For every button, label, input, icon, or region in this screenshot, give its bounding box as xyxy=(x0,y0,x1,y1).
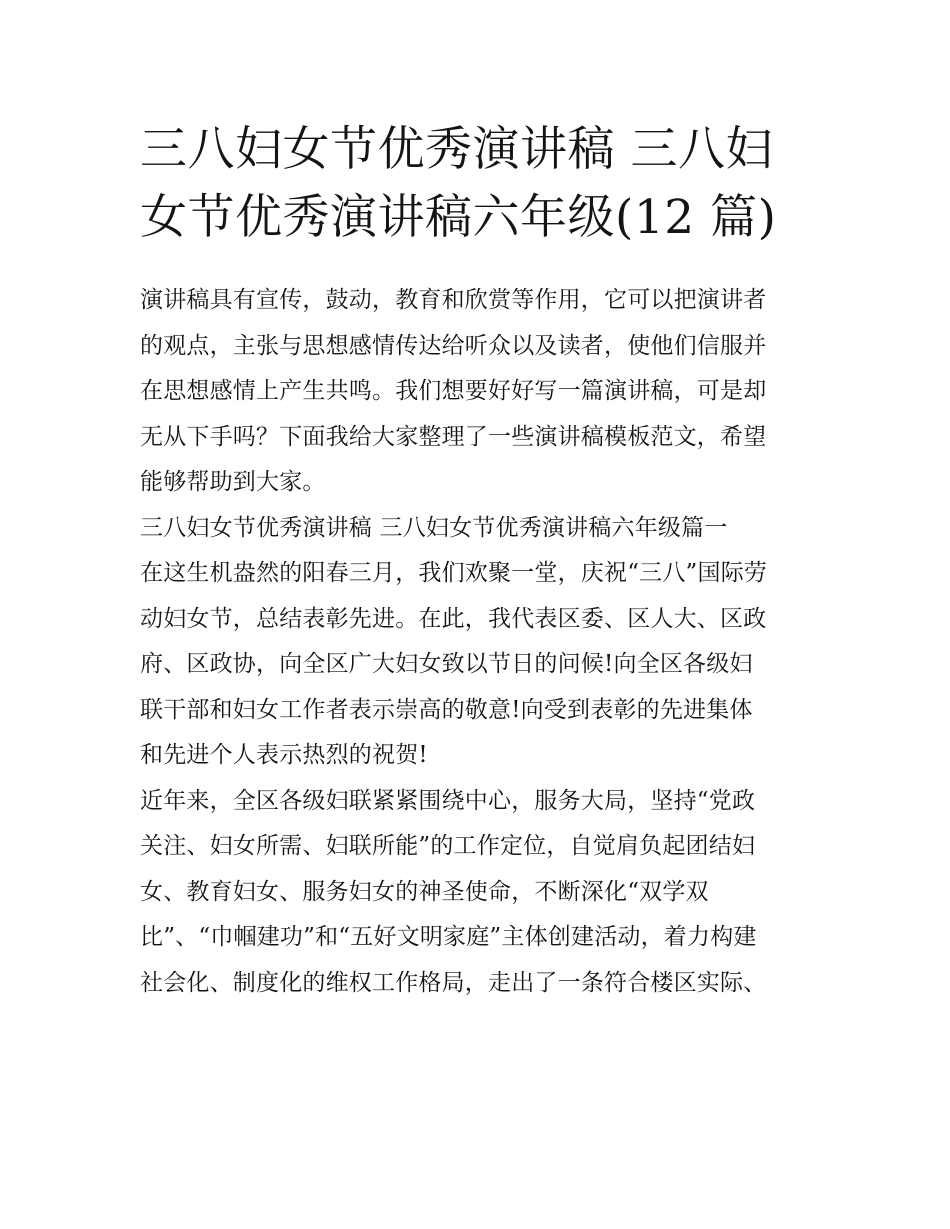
body-line: 女、教育妇女、服务妇女的神圣使命，不断深化“双学双 xyxy=(140,878,709,905)
body-line: 比”、“巾帼建功”和“五好文明家庭”主体创建活动，着力构建 xyxy=(140,924,757,950)
body-line: 社会化、制度化的维权工作格局，走出了一条符合楼区实际、 xyxy=(140,969,767,996)
body-line: 在思想感情上产生共鸣。我们想要好好写一篇演讲稿，可是却 xyxy=(140,378,767,404)
body-line: 能够帮助到大家。 xyxy=(140,469,326,495)
body-line: 在这生机盎然的阳春三月，我们欢聚一堂，庆祝“三八”国际劳 xyxy=(140,560,768,586)
body-line: 演讲稿具有宣传，鼓动，教育和欣赏等作用，它可以把演讲者 xyxy=(140,287,767,313)
title-line-2: 女节优秀演讲稿六年级(12 篇) xyxy=(140,190,777,245)
document-body xyxy=(140,278,830,1006)
body-line: 联干部和妇女工作者表示崇高的敬意!向受到表彰的先进集体 xyxy=(140,696,753,723)
document-title xyxy=(140,116,820,252)
section-heading: 三八妇女节优秀演讲稿 三八妇女节优秀演讲稿六年级篇一 xyxy=(140,514,728,541)
body-line: 关注、妇女所需、妇联所能”的工作定位，自觉肩负起团结妇 xyxy=(140,833,756,859)
body-line: 府、区政协，向全区广大妇女致以节日的问候!向全区各级妇 xyxy=(140,651,753,677)
title-line-1: 三八妇女节优秀演讲稿 三八妇 xyxy=(140,122,773,177)
body-line: 无从下手吗？下面我给大家整理了一些演讲稿模板范文，希望 xyxy=(140,423,767,450)
body-line: 和先进个人表示热烈的祝贺! xyxy=(140,742,428,768)
body-line: 的观点，主张与思想感情传达给听众以及读者，使他们信服并 xyxy=(140,332,767,359)
body-line: 动妇女节，总结表彰先进。在此，我代表区委、区人大、区政 xyxy=(140,605,767,632)
body-line: 近年来，全区各级妇联紧紧围绕中心，服务大局，坚持“党政 xyxy=(140,787,756,814)
